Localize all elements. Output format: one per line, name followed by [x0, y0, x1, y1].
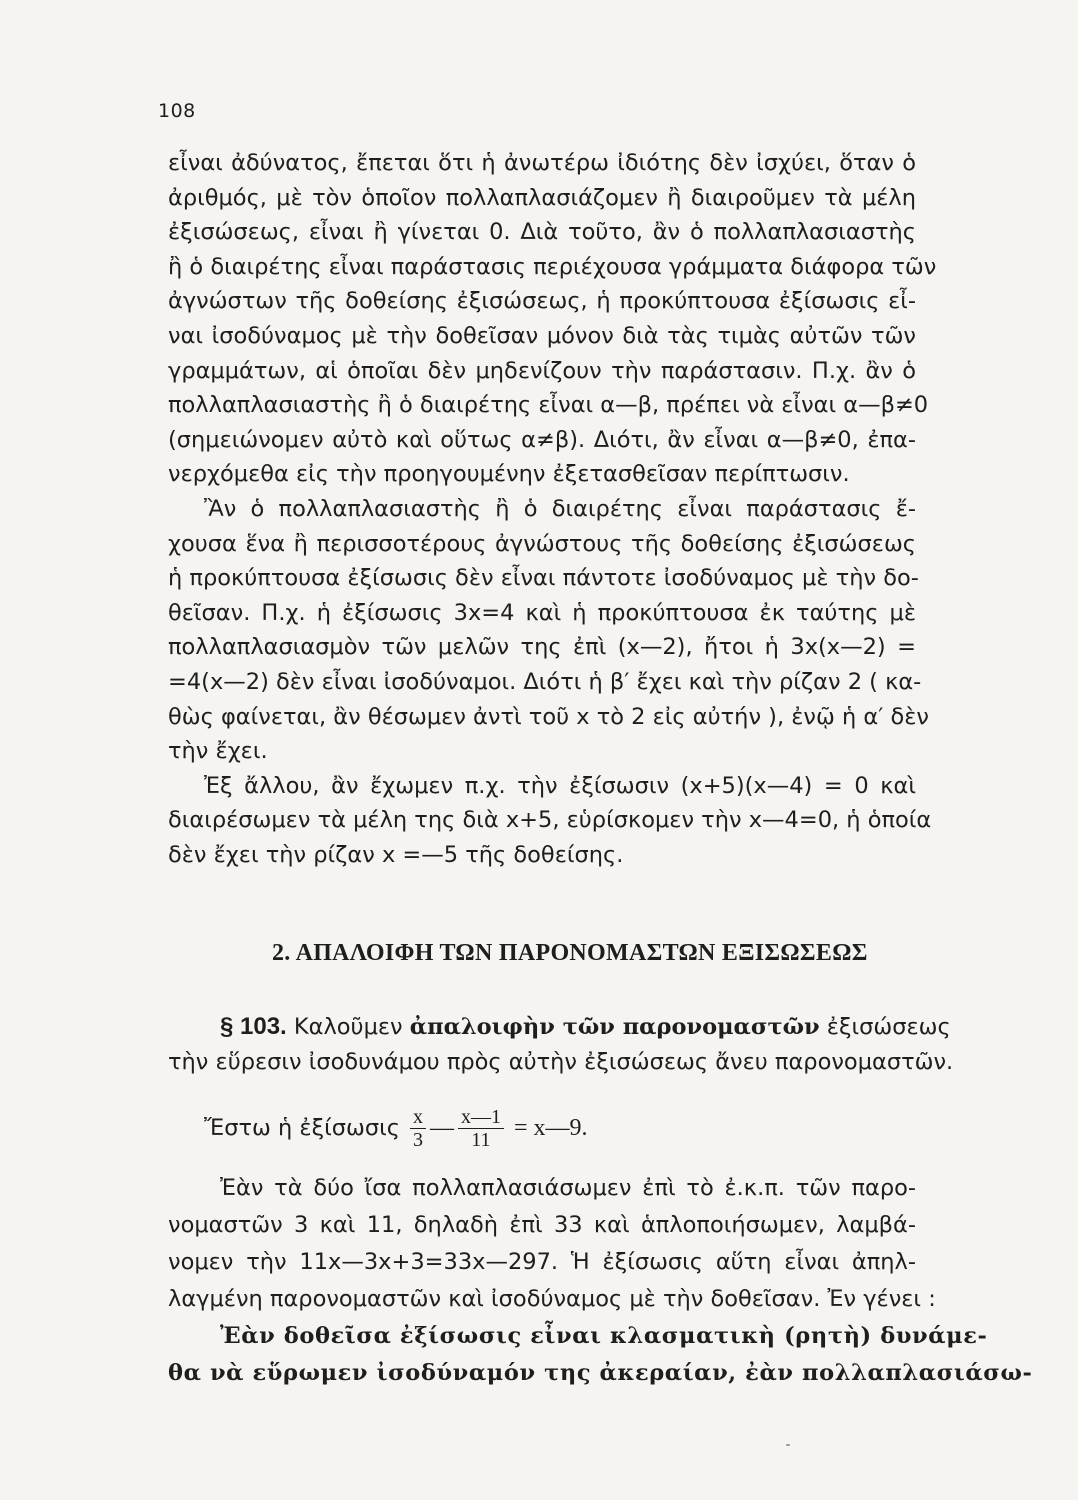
text-line: πολλαπλασιασμὸν τῶν μελῶν της ἐπὶ (x—2), ἤτοι ἡ 3x(x—2) = [168, 634, 916, 661]
text-line: εἶναι ἀδύνατος, ἔπεται ὅτι ἡ ἀνωτέρω ἰδιότης δὲν ἰσχύει, ὅταν ὁ [168, 150, 916, 176]
text-line: τὴν εὕρεσιν ἰσοδυνάμου πρὸς αὐτὴν ἐξισώσεως ἄνευ παρονομαστῶν. [168, 1048, 954, 1075]
text-line: γραμμάτων, αἱ ὁποῖαι δὲν μηδενίζουν τὴν παράστασιν. Π.χ. ἂν ὁ [168, 357, 916, 384]
text-line: νερχόμεθα εἰς τὴν προηγουμένην ἐξετασθεῖσαν περίπτωσιν. [168, 461, 850, 488]
fraction-denominator: 11 [471, 1128, 491, 1151]
fraction-denominator: 3 [412, 1128, 423, 1151]
text-line: χουσα ἕνα ἢ περισσοτέρους ἀγνώστους τῆς δοθείσης ἐξισώσεως [168, 530, 916, 557]
text-line: διαιρέσωμεν τὰ μέλη της διὰ x+5, εὑρίσκομεν τὴν x—4=0, ἡ ὁποία [168, 807, 932, 834]
fraction [410, 1106, 426, 1151]
fraction-numerator: x [410, 1106, 426, 1129]
text-line: ναι ἰσοδύναμος μὲ τὴν δοθεῖσαν μόνον διὰ τὰς τιμὰς αὐτῶν τῶν [168, 322, 916, 349]
text-line: λαγμένη παρονομαστῶν καὶ ἰσοδύναμος μὲ τὴν δοθεῖσαν. Ἐν γένει : [168, 1286, 936, 1312]
text-line: δὲν ἔχει τὴν ρίζαν x =—5 τῆς δοθείσης. [168, 841, 624, 868]
bold-text-line: θα νὰ εὕρωμεν ἰσοδύναμόν της ἀκεραίαν, ἐὰν πολλαπλασιάσω- [168, 1360, 1033, 1386]
section-103-line [168, 1010, 951, 1045]
section-text: ἐξισώσεως [826, 1014, 951, 1040]
paragraph-block [168, 1170, 1033, 1392]
section-heading: 2. ΑΠΑΛΟΙΦΗ ΤΩΝ ΠΑΡΟΝΟΜΑΣΤΩΝ ΕΞΙΣΩΣΕΩΣ [272, 940, 868, 966]
equation-rest: = x—9. [513, 1114, 588, 1141]
section-text: Καλοῦμεν [293, 1014, 403, 1040]
text-line: ἐξισώσεως, εἶναι ἢ γίνεται 0. Διὰ τοῦτο, ἂν ὁ πολλαπλασιαστὴς [168, 219, 916, 246]
text-line: ἀριθμός, μὲ τὸν ὁποῖον πολλαπλασιάζομεν ἢ διαιροῦμεν τὰ μέλη [168, 184, 916, 211]
text-line: (σημειώνομεν αὐτὸ καὶ οὕτως α≠β). Διότι, ἂν εἶναι α—β≠0, ἐπα- [168, 426, 916, 453]
text-line: θὼς φαίνεται, ἂν θέσωμεν ἀντὶ τοῦ x τὸ 2 εἰς αὐτήν ), ἐνῷ ἡ α′ δὲν [168, 703, 929, 730]
print-speck [786, 1444, 790, 1446]
body-text [168, 146, 937, 872]
section-103 [168, 1010, 954, 1079]
text-line: νομεν τὴν 11x—3x+3=33x—297. Ἡ ἐξίσωσις αὕτη εἶναι ἀπηλ- [168, 1249, 916, 1275]
defined-term: ἀπαλοιφὴν τῶν παρονομαστῶν [409, 1014, 820, 1040]
text-line: Ἐξ ἄλλου, ἂν ἔχωμεν π.χ. τὴν ἐξίσωσιν (x+5)(x—4) = 0 καὶ [204, 772, 916, 799]
text-line: ἢ ὁ διαιρέτης εἶναι παράστασις περιέχουσα γράμματα διάφορα τῶν [168, 253, 937, 280]
text-line: νομαστῶν 3 καὶ 11, δηλαδὴ ἐπὶ 33 καὶ ἁπλοποιήσωμεν, λαμβά- [168, 1212, 916, 1238]
equation-line [204, 1098, 587, 1158]
bold-text-line: Ἐὰν δοθεῖσα ἐξίσωσις εἶναι κλασματικὴ (ρητὴ) δυνάμε- [220, 1323, 988, 1349]
text-line: =4(x—2) δὲν εἶναι ἰσοδύναμοι. Διότι ἡ β′ ἔχει καὶ τὴν ρίζαν 2 ( κα- [168, 668, 922, 695]
text-line: ἡ προκύπτουσα ἐξίσωσις δὲν εἶναι πάντοτε ἰσοδύναμος μὲ τὴν δο- [168, 565, 919, 592]
minus-sign: — [429, 1114, 454, 1141]
text-line: Ἂν ὁ πολλαπλασιαστὴς ἢ ὁ διαιρέτης εἶναι παράστασις ἔ- [204, 495, 916, 522]
fraction-numerator: x—1 [458, 1106, 504, 1129]
text-line: πολλαπλασιαστὴς ἢ ὁ διαιρέτης εἶναι α—β, πρέπει νὰ εἶναι α—β≠0 [168, 392, 929, 419]
page-number: 108 [158, 100, 196, 122]
text-line: Ἐὰν τὰ δύο ἴσα πολλαπλασιάσωμεν ἐπὶ τὸ ἐ.κ.π. τῶν παρο- [220, 1175, 916, 1201]
text-line: τὴν ἔχει. [168, 738, 268, 765]
equation-prefix: Ἔστω ἡ ἐξίσωσις [204, 1115, 400, 1141]
text-line: θεῖσαν. Π.χ. ἡ ἐξίσωσις 3x=4 καὶ ἡ προκύπτουσα ἐκ ταύτης μὲ [168, 599, 916, 626]
text-line: ἀγνώστων τῆς δοθείσης ἐξισώσεως, ἡ προκύπτουσα ἐξίσωσις εἶ- [168, 288, 916, 315]
fraction [458, 1106, 504, 1151]
section-number: § 103. [220, 1013, 287, 1040]
